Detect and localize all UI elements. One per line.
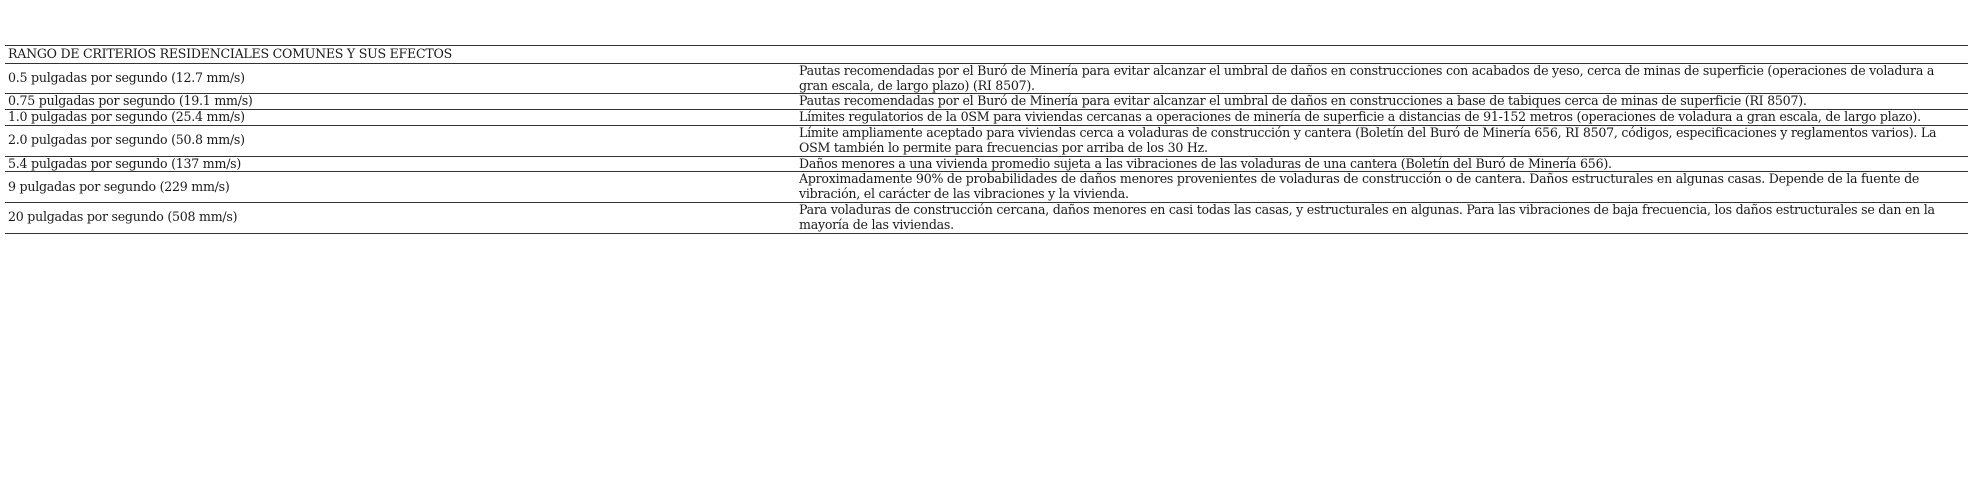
table-title: RANGO DE CRITERIOS RESIDENCIALES COMUNES Y SUS EFECTOS	[5, 46, 1968, 64]
effect-cell: Límites regulatorios de la 0SM para viviendas cercanas a operaciones de minería de superficie a distancias de 91-152 metros (operaciones de voladura a gran escala, de largo plazo).	[799, 109, 1921, 125]
table-row	[5, 156, 1968, 172]
table-row	[5, 172, 1968, 203]
range-cell: 0.5 pulgadas por segundo (12.7 mm/s)	[8, 70, 245, 86]
range-cell: 1.0 pulgadas por segundo (25.4 mm/s)	[8, 109, 245, 125]
effect-cell: Para voladuras de construcción cercana, daños menores en casi todas las casas, y estructurales en algunas. Para las vibraciones de baja frecuencia, los daños estructurales se dan en la mayoría de las viviendas.	[799, 201, 1935, 232]
effect-cell: Pautas recomendadas por el Buró de Minería para evitar alcanzar el umbral de daños en construcciones con acabados de yeso, cerca de minas de superficie (operaciones de voladura a gran escala, de largo plazo) (RI 8507).	[799, 62, 1935, 93]
residential-criteria-table	[5, 45, 1968, 234]
range-cell: 5.4 pulgadas por segundo (137 mm/s)	[8, 155, 242, 171]
effect-cell: Aproximadamente 90% de probabilidades de daños menores provenientes de voladuras de construcción o de cantera. Daños estructurales en algunas casas. Depende de la fuente de vibración, el carácter de las vibraciones y la vivienda.	[799, 171, 1920, 202]
table-row	[5, 94, 1968, 110]
table-body	[5, 63, 1968, 233]
range-cell: 2.0 pulgadas por segundo (50.8 mm/s)	[8, 132, 245, 148]
table-row	[5, 63, 1968, 94]
table-header-row	[5, 46, 1968, 64]
effect-cell: Daños menores a una vivienda promedio sujeta a las vibraciones de las voladuras de una cantera (Boletín del Buró de Minería 656).	[799, 155, 1612, 171]
range-cell: 0.75 pulgadas por segundo (19.1 mm/s)	[8, 93, 253, 109]
effect-cell: Límite ampliamente aceptado para viviendas cerca a voladuras de construcción y cantera (Boletín del Buró de Minería 656, RI 8507, códigos, especificaciones y reglamentos varios). La OSM también lo permite para frecuencias por arriba de los 30 Hz.	[799, 124, 1937, 155]
table-row	[5, 202, 1968, 233]
table-row	[5, 110, 1968, 126]
table-row	[5, 125, 1968, 156]
range-cell: 9 pulgadas por segundo (229 mm/s)	[8, 178, 230, 194]
table-header	[5, 46, 1968, 64]
range-cell: 20 pulgadas por segundo (508 mm/s)	[8, 209, 238, 225]
criteria-table-container	[5, 45, 1968, 234]
effect-cell: Pautas recomendadas por el Buró de Minería para evitar alcanzar el umbral de daños en construcciones a base de tabiques cerca de minas de superficie (RI 8507).	[799, 93, 1807, 109]
